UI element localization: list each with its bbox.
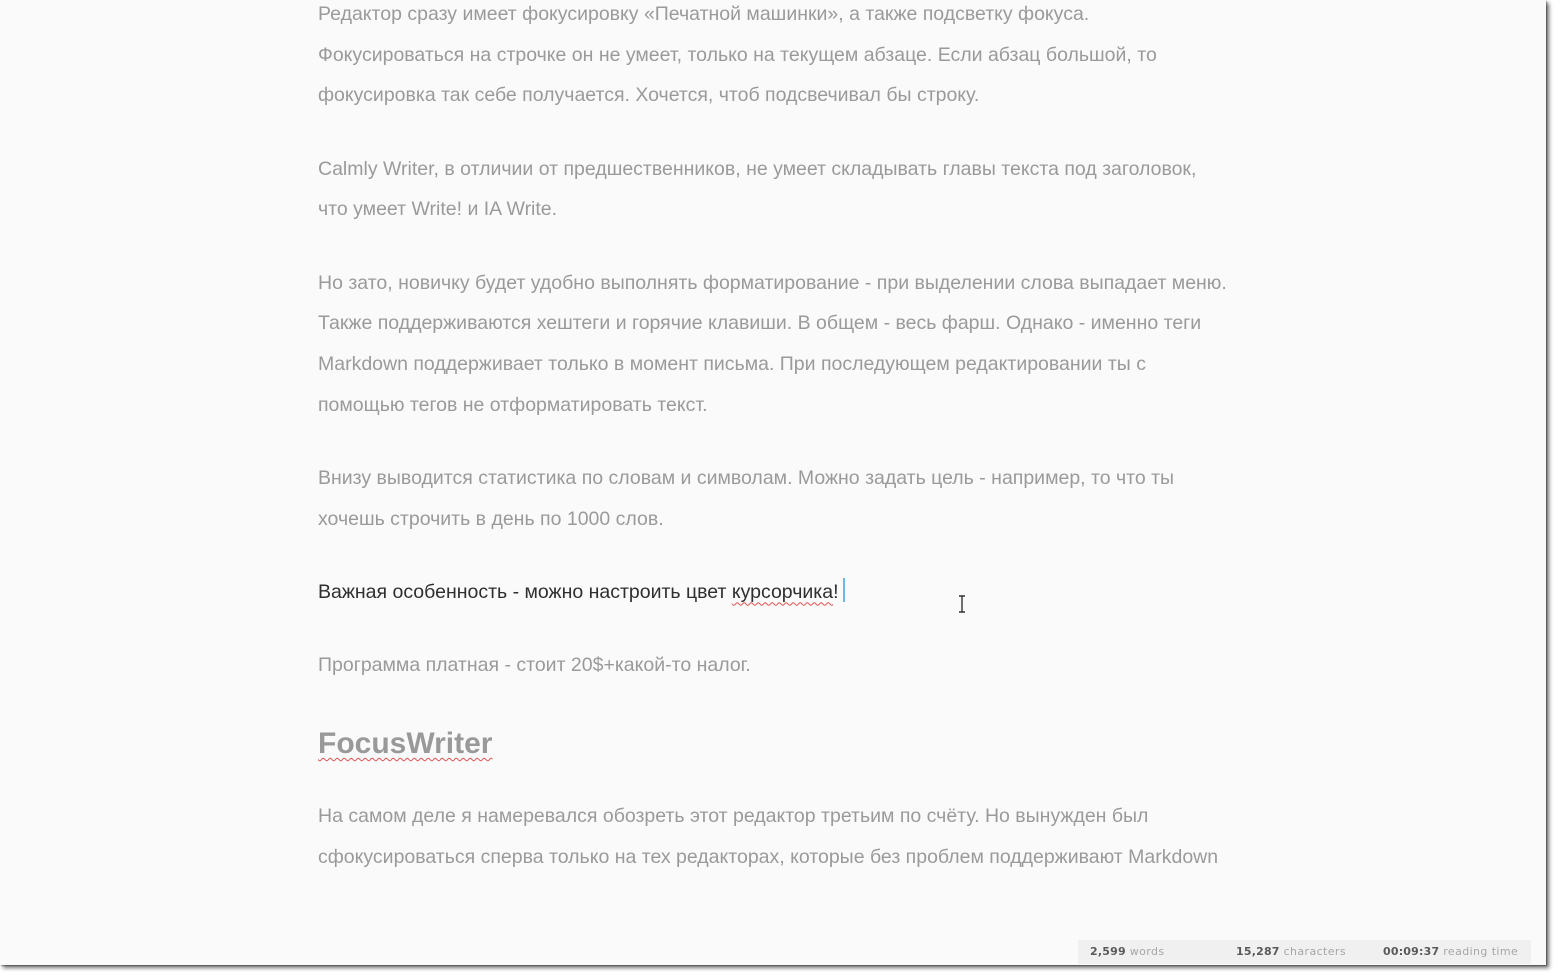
focused-text-after: !	[833, 580, 839, 603]
word-count[interactable]	[1090, 940, 1164, 964]
text-caret	[843, 578, 845, 602]
misspelled-word[interactable]: курсорчика	[731, 580, 834, 603]
paragraph-calmly-writer[interactable]: Calmly Writer, в отличии от предшественников, не умеет складывать главы текста под заголовок, что умеет Write! и IA Write.	[318, 157, 1197, 221]
paragraph-formatting[interactable]: Но зато, новичку будет удобно выполнять форматирование - при выделении слова выпадает меню. Также поддерживаются хештеги и горячие клавиши. В общем - весь фарш. Однако - именно теги Markdown поддерживает только в момент письма. При последующем редактировании ты с помощью тегов не отформатировать текст.	[318, 271, 1227, 416]
heading-focuswriter[interactable]	[318, 718, 1228, 770]
character-count-value: 15,287	[1236, 945, 1280, 958]
paragraph-focuswriter-intro[interactable]: На самом деле я намеревался обозреть этот редактор третьим по счёту. Но вынужден был сфокусироваться сперва только на тех редакторах, которые без проблем поддерживают Markdown	[318, 805, 1219, 868]
word-count-value: 2,599	[1090, 945, 1126, 958]
character-count-label: characters	[1283, 945, 1346, 958]
reading-time[interactable]	[1383, 940, 1518, 964]
document-editor[interactable]	[318, 0, 1228, 910]
focused-text-before: Важная особенность - можно настроить цвет	[318, 580, 732, 603]
status-bar	[1078, 940, 1531, 964]
word-count-label: words	[1129, 945, 1165, 958]
ibeam-cursor-icon	[956, 595, 968, 613]
paragraph-cursor-color-focused[interactable]	[318, 572, 1228, 613]
character-count[interactable]	[1236, 940, 1346, 964]
heading-text: FocusWriter	[318, 727, 493, 761]
paragraph-price[interactable]: Программа платная - стоит 20$+какой-то налог.	[318, 653, 751, 676]
paragraph-typewriter-focus[interactable]: Редактор сразу имеет фокусировку «Печатной машинки», а также подсветку фокуса. Фокусироваться на строчке он не умеет, только на текущем абзаце. Если абзац большой, то фокусировка так себе получается. Хочется, чтоб подсвечивал бы строку.	[318, 3, 1157, 107]
reading-time-value: 00:09:37	[1383, 945, 1440, 958]
paragraph-statistics[interactable]: Внизу выводится статистика по словам и символам. Можно задать цель - например, то что ты хочешь строчить в день по 1000 слов.	[318, 466, 1175, 530]
reading-time-label: reading time	[1443, 945, 1519, 958]
